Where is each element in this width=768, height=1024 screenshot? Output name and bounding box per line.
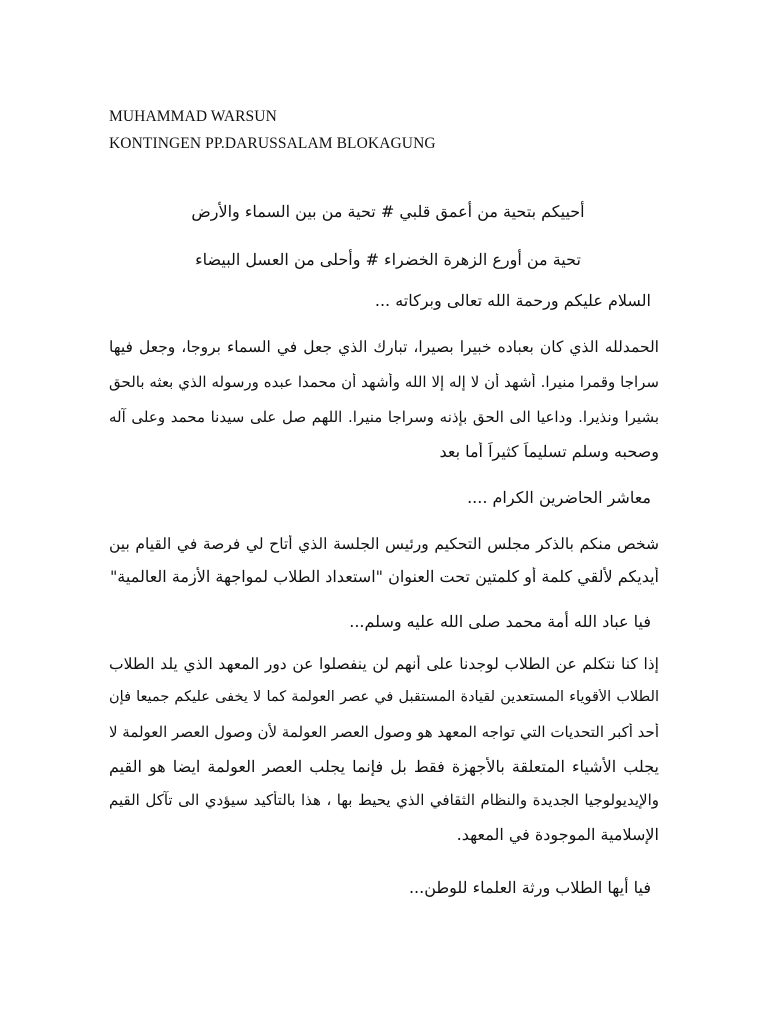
paragraph-line: سراجا وقمرا منيرا. أشهد أن لا إله إلا الله وأشهد أن محمدا عبده ورسوله الذي بعثه بالحق [109,373,659,391]
call-line-2: فيا أيها الطلاب ورثة العلماء للوطن... [408,878,651,897]
poem-line-1: أحييكم بتحية من أعمق قلبي # تحية من بين السماء والأرض [191,202,585,221]
audience-line: معاشر الحاضرين الكرام .... [467,488,651,507]
salam-line: السلام عليكم ورحمة الله تعالى وبركاته ... [374,291,651,310]
poem-line-2: تحية من أورع الزهرة الخضراء # وأحلى من العسل البيضاء [195,250,581,269]
contingent-name: KONTINGEN PP.DARUSSALAM BLOKAGUNG [109,135,436,152]
paragraph-line: بشيرا ونذيرا. وداعيا الى الحق بإذنه وسراجا منيرا. اللهم صل على سيدنا محمد وعلى آله [109,408,659,426]
paragraph-line: الإسلامية الموجودة في المعهد. [456,825,659,844]
paragraph-line: إذا كنا نتكلم عن الطلاب لوجدنا على أنهم لن ينفصلوا عن دور المعهد الذي يلد الطلاب [109,655,659,673]
paragraph-line: الطلاب الأقوياء المستعدين لقيادة المستقبل في عصر العولمة كما لا يخفى عليكم جميعا فإن [109,689,659,705]
paragraph-line: أحد أكبر التحديات التي تواجه المعهد هو وصول العصر العولمة لأن وصول العصر العولمة لا [109,723,659,741]
author-name: MUHAMMAD WARSUN [109,108,277,125]
paragraph-line: الحمدلله الذي كان بعباده خبيرا بصيرا، تبارك الذي جعل في السماء بروجا، وجعل فيها [109,338,659,356]
paragraph-line: وصحبه وسلم تسليماً كثيراً أما بعد [439,442,659,461]
author-header [109,103,436,157]
call-line-1: فيا عباد الله أمة محمد صلى الله عليه وسلم... [349,612,651,631]
paragraph-line: والإيديولوجيا الجديدة والنظام الثقافي الذي يحيط بها ، هذا بالتأكيد سيؤدي الى تآكل القيم [109,791,659,809]
paragraph-line: يجلب الأشياء المتعلقة بالأجهزة فقط بل فإنما يجلب العصر العولمة ايضا هو القيم [109,757,659,776]
paragraph-line: شخص منكم بالذكر مجلس التحكيم ورئيس الجلسة الذي أتاح لي فرصة في القيام بين [109,535,659,553]
paragraph-line: أيديكم لألقي كلمة أو كلمتين تحت العنوان "استعداد الطلاب لمواجهة الأزمة العالمية" [109,567,659,586]
